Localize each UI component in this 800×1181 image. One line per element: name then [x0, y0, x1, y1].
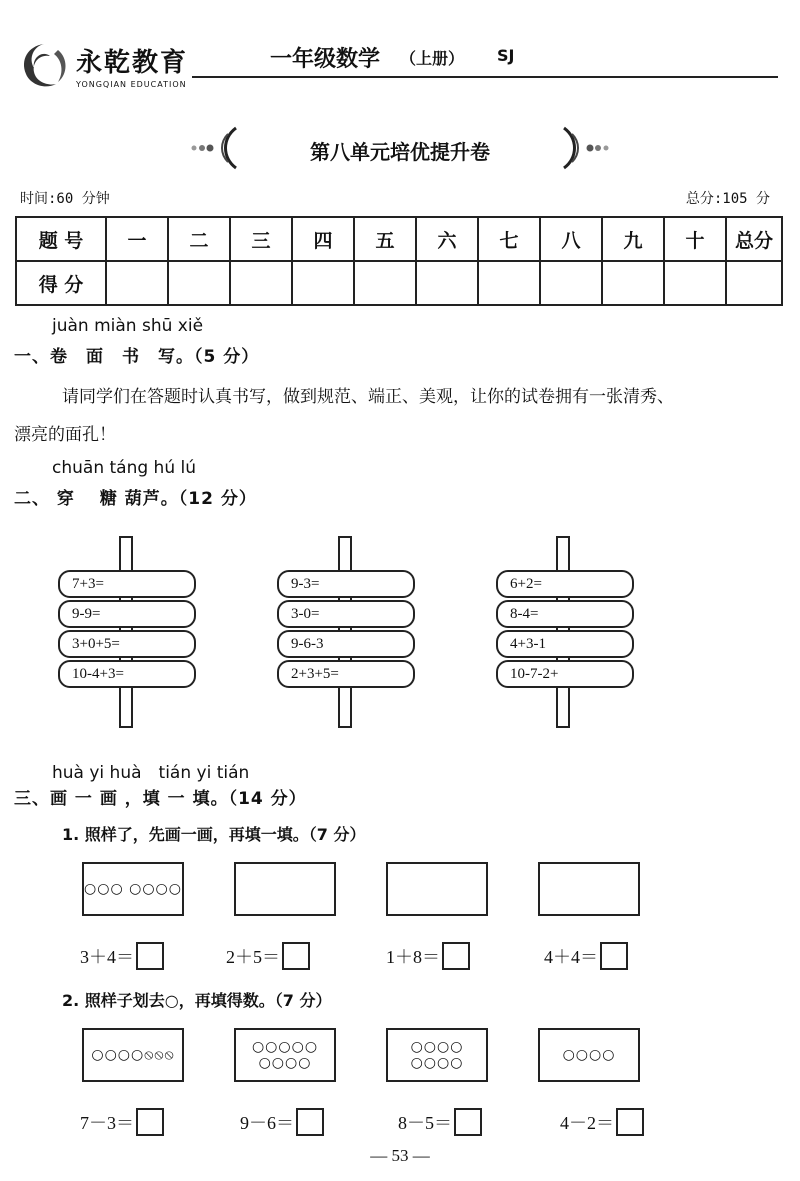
section2-title: 二、 穿 糖 葫芦 — [14, 489, 161, 509]
example-circles: ○○○ ○○○○ — [84, 881, 182, 897]
circles-row: ○○○○○ — [251, 1039, 319, 1055]
gourd-bead[interactable]: 10-4+3= — [58, 660, 196, 688]
table-cell: 五 — [354, 217, 416, 261]
gourd-bead[interactable]: 4+3-1 — [496, 630, 634, 658]
answer-box[interactable] — [454, 1108, 482, 1136]
score-input-cell[interactable] — [354, 261, 416, 305]
equation — [386, 942, 470, 970]
page-number: — 53 — — [370, 1146, 430, 1165]
circles-row: ○○○○ — [258, 1055, 312, 1071]
equation-text: 9－6＝ — [240, 1113, 294, 1133]
gourd-bead[interactable]: 10-7-2+ — [496, 660, 634, 688]
table-cell: 六 — [416, 217, 478, 261]
table-cell: 四 — [292, 217, 354, 261]
equation-text: 1＋8＝ — [386, 947, 440, 967]
drawing-box[interactable] — [234, 862, 336, 916]
circles-row: ○○○○ — [410, 1055, 464, 1071]
table-cell: 七 — [478, 217, 540, 261]
section1-title: 一、卷 面 书 写 — [14, 347, 176, 367]
equation-text: 7－3＝ — [80, 1113, 134, 1133]
question1-label: 1. 照样了，先画一画，再填一填。（7 分） — [62, 825, 366, 844]
gourd-bead[interactable]: 9-9= — [58, 600, 196, 628]
circle-box-example — [82, 1028, 184, 1082]
gourd-bead[interactable]: 8-4= — [496, 600, 634, 628]
brand-name: 永乾教育 — [76, 48, 189, 78]
table-cell: 八 — [540, 217, 602, 261]
score-input-cell[interactable] — [664, 261, 726, 305]
circle-box[interactable] — [234, 1028, 336, 1082]
gourd-bead[interactable]: 2+3+5= — [277, 660, 415, 688]
equation — [544, 942, 628, 970]
drawing-box[interactable] — [538, 862, 640, 916]
edition-code: SJ — [497, 46, 515, 65]
score-table — [15, 216, 783, 306]
question2-label: 2. 照样子划去○，再填得数。（7 分） — [62, 991, 332, 1010]
equation-text: 3＋4＝ — [80, 947, 134, 967]
equation — [398, 1108, 482, 1136]
total-score: 总分:105 分 — [685, 191, 770, 207]
gourd-bead[interactable]: 9-6-3 — [277, 630, 415, 658]
table-cell: 一 — [106, 217, 168, 261]
section3-heading — [14, 784, 307, 809]
table-cell: 九 — [602, 217, 664, 261]
subject-title: 一年级数学 — [270, 47, 381, 72]
section3-pinyin: huà yi huà tián yi tián — [52, 763, 250, 783]
swirl-logo-icon — [18, 40, 70, 92]
score-input-cell[interactable] — [540, 261, 602, 305]
header-divider — [192, 76, 778, 78]
score-input-cell[interactable] — [168, 261, 230, 305]
publisher-logo — [18, 30, 218, 100]
score-input-cell[interactable] — [292, 261, 354, 305]
section3-title: 三、画 一 画 ，填 一 填 — [14, 789, 211, 809]
section1-points: 。（5 分） — [176, 347, 260, 367]
section3-points: 。（14 分） — [210, 789, 307, 809]
paper-title-banner — [180, 122, 620, 174]
section1-pinyin: juàn miàn shū xiě — [52, 316, 204, 336]
table-cell: 二 — [168, 217, 230, 261]
score-input-cell[interactable] — [416, 261, 478, 305]
brand-name-en: YONGQIAN EDUCATION — [76, 80, 187, 89]
circles-row: ○○○○ — [562, 1047, 616, 1063]
answer-box[interactable] — [136, 1108, 164, 1136]
drawing-box[interactable] — [386, 862, 488, 916]
circles-row: ○○○○ — [410, 1039, 464, 1055]
section2-heading — [14, 484, 257, 509]
gourd-bead[interactable]: 3+0+5= — [58, 630, 196, 658]
answer-box[interactable] — [616, 1108, 644, 1136]
gourd-bead[interactable]: 7+3= — [58, 570, 196, 598]
gourd-bead[interactable]: 3-0= — [277, 600, 415, 628]
table-cell: 总分 — [726, 217, 782, 261]
score-input-cell[interactable] — [230, 261, 292, 305]
table-cell: 题 号 — [16, 217, 106, 261]
gourd-bead[interactable]: 9-3= — [277, 570, 415, 598]
circles-row: ○○○○⦸⦸⦸ — [91, 1047, 175, 1063]
answer-box[interactable] — [600, 942, 628, 970]
table-cell: 得 分 — [16, 261, 106, 305]
table-cell: 十 — [664, 217, 726, 261]
table-row — [16, 261, 782, 305]
equation-text: 8－5＝ — [398, 1113, 452, 1133]
answer-box[interactable] — [296, 1108, 324, 1136]
section2-points: 。（12 分） — [160, 489, 257, 509]
table-cell: 三 — [230, 217, 292, 261]
circle-box[interactable] — [386, 1028, 488, 1082]
equation — [80, 942, 164, 970]
section1-text-line2: 漂亮的面孔！ — [14, 425, 116, 445]
volume-label: （上册） — [400, 49, 465, 68]
answer-box[interactable] — [282, 942, 310, 970]
equation-text: 4－2＝ — [560, 1113, 614, 1133]
score-input-cell[interactable] — [106, 261, 168, 305]
paper-title: 第八单元培优提升卷 — [310, 140, 490, 164]
equation — [226, 942, 310, 970]
gourd-bead[interactable]: 6+2= — [496, 570, 634, 598]
table-row — [16, 217, 782, 261]
circle-box[interactable] — [538, 1028, 640, 1082]
answer-box[interactable] — [136, 942, 164, 970]
equation-text: 2＋5＝ — [226, 947, 280, 967]
score-input-cell[interactable] — [602, 261, 664, 305]
answer-box[interactable] — [442, 942, 470, 970]
equation-text: 4＋4＝ — [544, 947, 598, 967]
section1-heading — [14, 342, 259, 367]
equation — [80, 1108, 164, 1136]
equation — [240, 1108, 324, 1136]
section2-pinyin: chuān táng hú lú — [52, 458, 196, 478]
score-input-cell[interactable] — [478, 261, 540, 305]
section1-text-line1: 请同学们在答题时认真书写，做到规范、端正、美观，让你的试卷拥有一张清秀、 — [62, 387, 674, 407]
drawing-box-example — [82, 862, 184, 916]
time-limit: 时间:60 分钟 — [20, 191, 110, 207]
equation — [560, 1108, 644, 1136]
score-input-cell[interactable] — [726, 261, 782, 305]
